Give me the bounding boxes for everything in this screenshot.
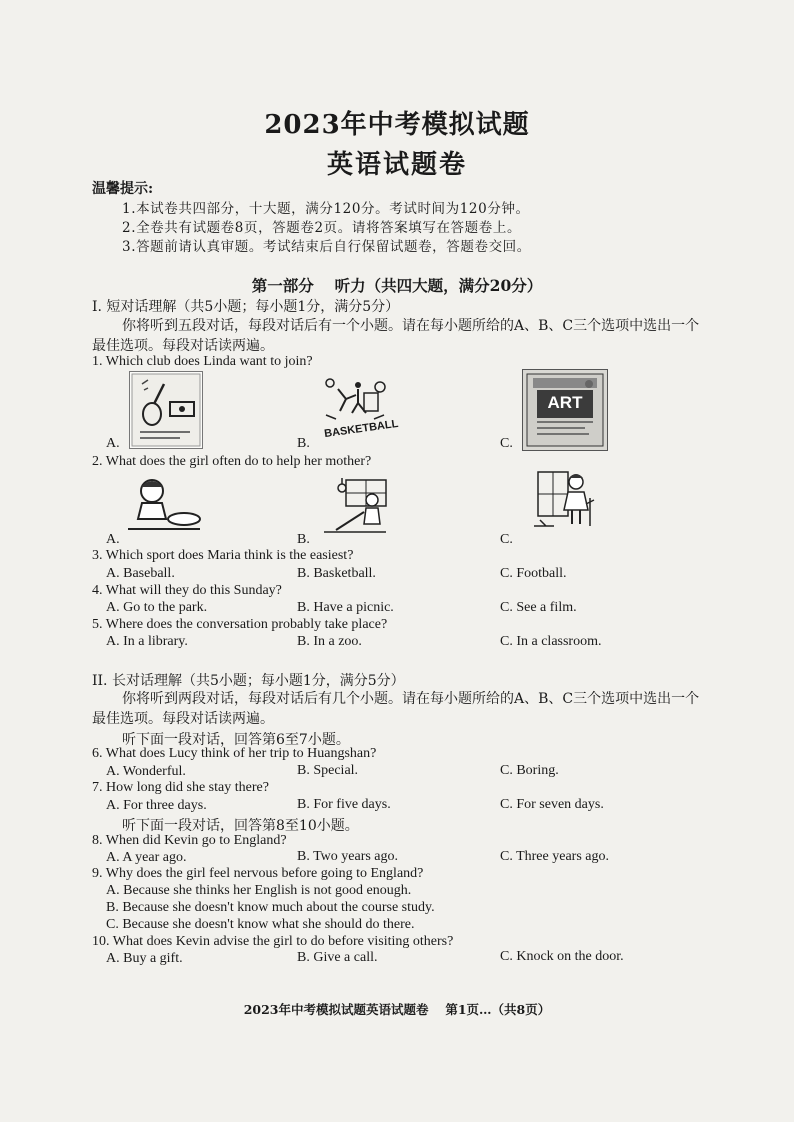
option-b: B. Because she doesn't know much about the course study.: [106, 900, 435, 915]
option-b: B. In a zoo.: [297, 634, 362, 649]
page-footer: 2023年中考模拟试题英语试题卷 第1页…（共8页）: [243, 1002, 551, 1017]
dialogue-note: 听下面一段对话，回答第8至10小题。: [122, 818, 359, 834]
tip-item: 3.答题前请认真审题。考试结束后自行保留试题卷，答题卷交回。: [122, 239, 531, 255]
option-c: C.: [500, 532, 513, 547]
option-b: B.: [297, 436, 310, 451]
option-c: C. In a classroom.: [500, 634, 602, 649]
basketball-caption: BASKETBALL: [323, 417, 400, 441]
option-b: B. Give a call.: [297, 950, 378, 965]
section1-heading: I. 短对话理解（共5小题；每小题1分，满分5分）: [92, 299, 400, 315]
option-a: A.: [106, 436, 120, 451]
option-c: C. Three years ago.: [500, 849, 609, 864]
option-a: A. Buy a gift.: [106, 951, 183, 966]
girl-folding-clothes-icon: [124, 473, 204, 537]
option-b: B. Two years ago.: [297, 849, 399, 864]
tip-item: 2.全卷共有试题卷8页，答题卷2页。请将答案填写在答题卷上。: [122, 220, 522, 236]
tip-item: 1.本试卷共四部分，十大题，满分120分。考试时间为120分钟。: [122, 201, 530, 217]
question-3: 3. Which sport does Maria think is the easiest?: [92, 548, 354, 563]
art-club-image: [522, 369, 608, 451]
question-4: 4. What will they do this Sunday?: [92, 583, 282, 598]
option-a: A. Because she thinks her English is not good enough.: [106, 883, 412, 898]
option-b: B. Basketball.: [297, 566, 376, 581]
girl-sweeping-image: [318, 474, 392, 538]
girl-watering-image: [532, 468, 600, 532]
girl-sweeping-icon: [318, 474, 392, 538]
girl-sewing-image: [124, 473, 204, 537]
option-a: A. Wonderful.: [106, 764, 186, 779]
option-a: A. Baseball.: [106, 566, 175, 581]
section1-instruction: 你将听到五段对话，每段对话后有一个小题。请在每小题所给的A、B、C三个选项中选出一个最佳选项。每段对话读两遍。: [92, 318, 700, 354]
part1-heading: 第一部分 听力（共四大题，满分20分）: [251, 276, 543, 295]
music-club-image: [129, 371, 203, 449]
option-c: C. Boring.: [500, 763, 559, 778]
question-2: 2. What does the girl often do to help her mother?: [92, 454, 372, 469]
question-1: 1. Which club does Linda want to join?: [92, 354, 313, 369]
option-c: C.: [500, 436, 513, 451]
question-10: 10. What does Kevin advise the girl to do before visiting others?: [92, 934, 454, 949]
section2-instruction: 你将听到两段对话，每段对话后有几个小题。请在每小题所给的A、B、C三个选项中选出一个最佳选项。每段对话读两遍。: [92, 691, 700, 727]
option-c: C. Knock on the door.: [500, 949, 624, 964]
basketball-club-image: [318, 371, 400, 447]
option-c: C. Because she doesn't know what she should do there.: [106, 917, 415, 932]
section2-heading: II. 长对话理解（共5小题；每小题1分，满分5分）: [92, 673, 405, 689]
option-b: B. For five days.: [297, 797, 391, 812]
question-5: 5. Where does the conversation probably take place?: [92, 617, 388, 632]
option-c: C. Football.: [500, 566, 567, 581]
question-6: 6. What does Lucy think of her trip to Huangshan?: [92, 746, 377, 761]
girl-cleaning-window-icon: [532, 468, 600, 532]
exam-title: 2023年中考模拟试题: [264, 110, 530, 140]
option-b: B. Special.: [297, 763, 359, 778]
option-a: A. Go to the park.: [106, 600, 208, 615]
art-caption: ART: [547, 393, 583, 412]
dialogue-note: 听下面一段对话，回答第6至7小题。: [122, 732, 350, 748]
exam-subtitle: 英语试题卷: [326, 150, 467, 180]
option-b: B. Have a picnic.: [297, 600, 394, 615]
question-8: 8. When did Kevin go to England?: [92, 833, 287, 848]
option-a: A. A year ago.: [106, 850, 187, 865]
option-a: A. In a library.: [106, 634, 188, 649]
question-9: 9. Why does the girl feel nervous before going to England?: [92, 866, 424, 881]
option-c: C. See a film.: [500, 600, 577, 615]
option-a: A. For three days.: [106, 798, 207, 813]
option-b: B.: [297, 532, 310, 547]
tips-heading: 温馨提示:: [92, 181, 154, 197]
question-7: 7. How long did she stay there?: [92, 780, 269, 795]
option-c: C. For seven days.: [500, 797, 604, 812]
option-a: A.: [106, 532, 120, 547]
guitar-icon: [130, 372, 202, 448]
